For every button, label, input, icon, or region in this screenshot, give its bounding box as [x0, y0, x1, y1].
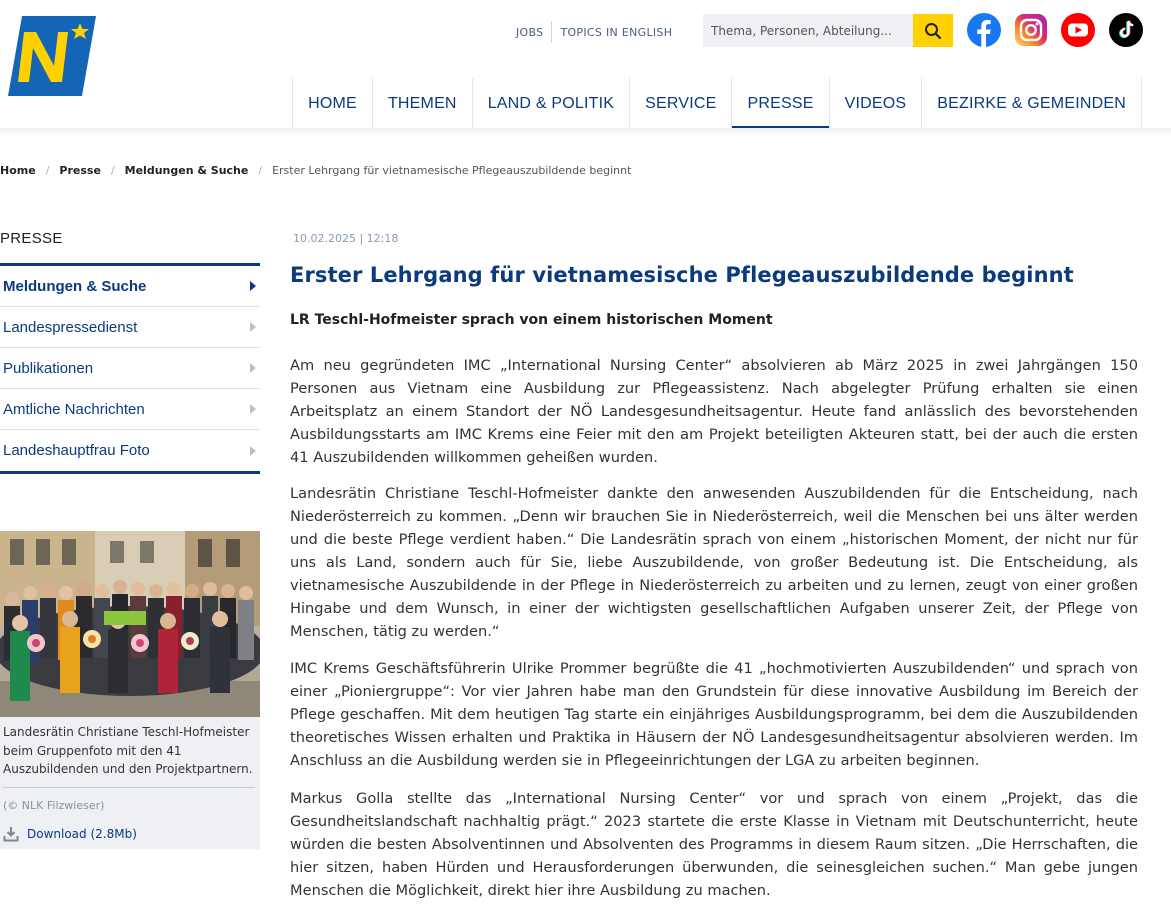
- site-logo[interactable]: [8, 16, 96, 96]
- sidebar-item-label: Meldungen & Suche: [3, 277, 147, 295]
- facebook-link[interactable]: [967, 13, 1001, 47]
- sidebar-item-publikationen[interactable]: [0, 348, 260, 389]
- chevron-right-icon: [250, 404, 256, 414]
- breadcrumb-separator: /: [45, 163, 50, 177]
- sidebar-item-label: Landeshauptfrau Foto: [3, 442, 150, 459]
- download-icon: [3, 826, 19, 842]
- tiktok-link[interactable]: [1109, 13, 1143, 47]
- nav-presse[interactable]: PRESSE: [732, 78, 829, 130]
- sidebar-item-label: Amtliche Nachrichten: [3, 400, 145, 418]
- sidebar-item-landeshauptfrau-foto[interactable]: [0, 430, 260, 471]
- photo-caption: Landesrätin Christiane Teschl-Hofmeister beim Gruppenfoto mit den 41 Auszubildenden und den Projektpartnern.: [3, 725, 253, 776]
- nav-videos[interactable]: VIDEOS: [830, 78, 923, 130]
- chevron-right-icon: [250, 322, 256, 332]
- chevron-right-icon: [250, 446, 256, 456]
- topics-in-english-link[interactable]: TOPICS IN ENGLISH: [560, 25, 673, 39]
- facebook-icon: [967, 13, 1001, 47]
- article-subtitle: LR Teschl-Hofmeister sprach von einem historischen Moment: [290, 312, 773, 328]
- article-paragraph: Am neu gegründeten IMC „International Nursing Center“ absolvieren ab März 2025 in zwei Jahrgängen 150 Personen aus Vietnam eine Ausbildung zur Pflegeassistenz. Nach abgelegter Prüfung erhalten sie einen Arbeitsplatz an einem Standort der NÖ Landesgesundheitsagentur. Heute fand anlässlich des bevorstehenden Ausbildungsstarts am IMC Krems eine Feier mit den am Projekt beteiligten Akteuren statt, bei der auch die ersten 41 Auszubildenden willkommen geheißen wurden.: [290, 357, 1138, 466]
- top-links: [508, 20, 680, 44]
- download-label: Download (2.8Mb): [27, 827, 137, 841]
- nav-service[interactable]: SERVICE: [630, 78, 732, 130]
- sidebar-item-label: Publikationen: [3, 359, 94, 377]
- main-nav: [292, 78, 1142, 130]
- search-button[interactable]: [913, 14, 953, 47]
- article-date: 10.02.2025 | 12:18: [293, 232, 399, 245]
- breadcrumb-meldungen[interactable]: Meldungen & Suche: [124, 163, 249, 177]
- header-divider: [0, 128, 1171, 134]
- divider: [3, 787, 255, 788]
- sidebar-item-amtliche-nachrichten[interactable]: [0, 389, 260, 430]
- breadcrumb-separator: /: [258, 163, 263, 177]
- instagram-icon: [1014, 13, 1048, 47]
- article-paragraph: Markus Golla stellte das „International Nursing Center“ vor und sprach von einem „Projekt, das die Gesundheitslandschaft nachhaltig prägt.“ 2023 startete die erste Klasse in Vietnam mit Deutschunterricht, heute würden die besten Absolventinnen und Absolventen des Programms in diesem Raum sitzen. „Die Herrschaften, die hier sitzen, haben Hürden und Herausforderungen überwunden, die seinesgleichen suchen.“ Man gebe jungen Menschen die Möglichkeit, direkt hier ihre Ausbildung zu machen.: [290, 790, 1138, 899]
- breadcrumb-presse[interactable]: Presse: [59, 163, 101, 177]
- article-paragraph: IMC Krems Geschäftsführerin Ulrike Prommer begrüßte die 41 „hochmotivierten Auszubildenden“ und sprach von einer „Pioniergruppe“: Vor vier Jahren habe man den Grundstein für diese innovative Ausbildung im Bereich der Pflege geschaffen. Mit dem heutigen Tag starte ein einjähriges Ausbildungsprogramm, bei dem die Auszubildenden theoretisches Wissen erhalten und Praktika in Häusern der NÖ Landesgesundheitsagentur absolvieren werden. Im Anschluss an die Ausbildung werden sie in Pflegeeinrichtungen der LGA zu arbeiten beginnen.: [290, 660, 1138, 769]
- nav-bezirke-gemeinden[interactable]: BEZIRKE & GEMEINDEN: [922, 78, 1142, 130]
- search-icon: [924, 22, 942, 40]
- youtube-icon: [1061, 13, 1095, 47]
- breadcrumb-separator: /: [110, 163, 115, 177]
- breadcrumb: [0, 162, 631, 178]
- breadcrumb-home[interactable]: Home: [0, 163, 36, 177]
- sidebar-nav: [0, 263, 260, 474]
- press-photo-box: [0, 531, 260, 849]
- article-title: Erster Lehrgang für vietnamesische Pflegeauszubildende beginnt: [290, 263, 1074, 287]
- site-header: [0, 0, 1171, 130]
- sidebar-title: PRESSE: [0, 230, 63, 247]
- photo-credit: (© NLK Filzwieser): [3, 799, 105, 812]
- breadcrumb-current: Erster Lehrgang für vietnamesische Pflegeauszubildende beginnt: [272, 163, 632, 177]
- sidebar-item-label: Landespressedienst: [3, 318, 138, 336]
- nav-themen[interactable]: THEMEN: [373, 78, 473, 130]
- download-link[interactable]: [3, 826, 137, 842]
- search-input[interactable]: [703, 14, 913, 47]
- sidebar-item-meldungen-suche[interactable]: [0, 266, 260, 307]
- article-paragraph: Landesrätin Christiane Teschl-Hofmeister dankte den anwesenden Auszubildenden für die Entscheidung, nach Niederösterreich zu kommen. „Denn wir brauchen Sie in Niederösterreich, weil die Menschen bei uns älter werden und die beste Pflege verdient haben.“ Die Landesrätin sprach von einem „historischen Moment, der nicht nur für uns als Land, sondern auch für Sie, liebe Auszubildende, von großer Bedeutung ist. Die Entscheidung, als vietnamesische Auszubildende in der Pflege in Niederösterreich zu arbeiten und zu lernen, zeugt von einer großen Hingabe und dem Wunsch, in einer der wichtigsten gesellschaftlichen Aufgaben unserer Zeit, der Pflege von Menschen, tätig zu werden.“: [290, 485, 1138, 640]
- press-photo[interactable]: [0, 531, 260, 717]
- group-photo-image: [0, 531, 260, 717]
- instagram-link[interactable]: [1014, 13, 1048, 47]
- nav-land-politik[interactable]: LAND & POLITIK: [473, 78, 630, 130]
- sidebar-item-landespressedienst[interactable]: [0, 307, 260, 348]
- jobs-link[interactable]: JOBS: [516, 25, 544, 39]
- search-bar: [703, 14, 953, 47]
- nav-home[interactable]: HOME: [293, 78, 373, 130]
- logo-icon: [8, 16, 96, 96]
- chevron-right-icon: [250, 281, 256, 291]
- chevron-right-icon: [250, 363, 256, 373]
- tiktok-icon: [1109, 13, 1143, 47]
- youtube-link[interactable]: [1061, 13, 1095, 47]
